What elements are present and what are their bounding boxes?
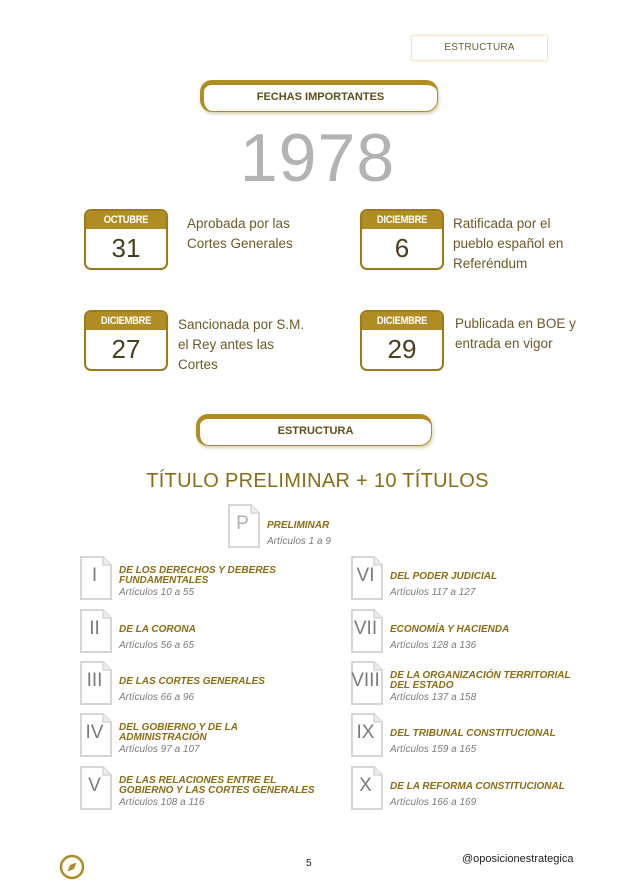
date-month: DICIEMBRE bbox=[368, 312, 436, 330]
date-description: Sancionada por S.M. el Rey antes las Cortes bbox=[178, 317, 305, 372]
document-icon bbox=[350, 609, 383, 653]
title-articles: Artículos 128 a 136 bbox=[390, 640, 477, 651]
document-icon bbox=[79, 766, 112, 810]
title-articles: Artículos 1 a 9 bbox=[267, 536, 331, 547]
title-numeral: V bbox=[88, 775, 101, 796]
date-card-diciembre-6 bbox=[360, 209, 444, 270]
title-articles: Artículos 66 a 96 bbox=[119, 692, 195, 703]
footer-handle: @oposicionestrategica bbox=[462, 853, 574, 865]
title-articles: Artículos 117 a 127 bbox=[390, 587, 476, 598]
year-heading: 1978 bbox=[239, 120, 396, 196]
date-card-diciembre-29 bbox=[360, 310, 444, 371]
title-numeral: VI bbox=[356, 565, 375, 586]
title-name: DEL TRIBUNAL CONSTITUCIONAL bbox=[390, 728, 556, 739]
date-description: Aprobada por las Cortes Generales bbox=[187, 216, 293, 251]
title-name: PRELIMINAR bbox=[267, 520, 330, 531]
title-numeral: III bbox=[86, 670, 103, 691]
date-day: 27 bbox=[111, 334, 141, 364]
title-name: DE LA ORGANIZACIÓN TERRITORIAL DEL ESTADO bbox=[390, 670, 571, 691]
date-day: 31 bbox=[111, 233, 141, 263]
date-card-diciembre-27 bbox=[84, 310, 168, 371]
title-numeral: X bbox=[359, 775, 372, 796]
title-articles: Artículos 108 a 116 bbox=[119, 797, 205, 808]
compass-icon bbox=[59, 854, 85, 880]
date-month: OCTUBRE bbox=[92, 211, 160, 229]
title-name: ECONOMÍA Y HACIENDA bbox=[390, 624, 510, 635]
title-name: DE LOS DERECHOS Y DEBERES FUNDAMENTALES bbox=[119, 565, 276, 586]
date-day: 6 bbox=[394, 233, 410, 263]
title-numeral: VIII bbox=[351, 670, 380, 691]
title-name: DEL GOBIERNO Y DE LA ADMINISTRACIÓN bbox=[119, 722, 238, 743]
title-name: DE LA CORONA bbox=[119, 624, 196, 635]
structure-tag: ESTRUCTURA bbox=[411, 35, 548, 61]
document-icon bbox=[350, 766, 383, 810]
document-icon bbox=[79, 556, 112, 600]
date-month: DICIEMBRE bbox=[368, 211, 436, 229]
dates-section-title: FECHAS IMPORTANTES bbox=[256, 91, 385, 103]
title-numeral: VII bbox=[353, 618, 378, 639]
date-month: DICIEMBRE bbox=[92, 312, 160, 330]
title-name: DE LAS CORTES GENERALES bbox=[119, 676, 265, 687]
title-numeral: I bbox=[91, 565, 98, 586]
date-description: Publicada en BOE y entrada en vigor bbox=[455, 316, 576, 351]
document-icon bbox=[79, 661, 112, 705]
document-icon bbox=[79, 713, 112, 757]
page-number: 5 bbox=[306, 858, 312, 869]
title-articles: Artículos 137 a 158 bbox=[390, 692, 477, 703]
document-icon bbox=[227, 504, 260, 548]
date-card-octubre-31 bbox=[84, 209, 168, 270]
title-numeral: IX bbox=[356, 722, 375, 743]
title-articles: Artículos 10 a 55 bbox=[119, 587, 195, 598]
title-articles: Artículos 97 a 107 bbox=[119, 744, 200, 755]
title-articles: Artículos 56 a 65 bbox=[119, 640, 195, 651]
title-numeral: II bbox=[89, 618, 100, 639]
title-name: DE LA REFORMA CONSTITUCIONAL bbox=[390, 781, 565, 792]
title-name: DEL PODER JUDICIAL bbox=[390, 571, 498, 582]
document-icon bbox=[350, 661, 383, 705]
title-name: DE LAS RELACIONES ENTRE EL GOBIERNO Y LAS CORTES GENERALES bbox=[119, 775, 315, 796]
title-numeral: IV bbox=[85, 722, 104, 743]
dates-section-header bbox=[200, 80, 438, 112]
document-icon bbox=[79, 609, 112, 653]
structure-heading: TÍTULO PRELIMINAR + 10 TÍTULOS bbox=[146, 470, 489, 492]
date-day: 29 bbox=[387, 334, 417, 364]
title-articles: Artículos 159 a 165 bbox=[390, 744, 477, 755]
date-description: Ratificada por el pueblo español en Referéndum bbox=[453, 216, 564, 271]
title-numeral: P bbox=[236, 513, 249, 534]
document-icon bbox=[350, 556, 383, 600]
structure-section-title: ESTRUCTURA bbox=[277, 425, 354, 437]
structure-section-header bbox=[196, 414, 432, 446]
document-icon bbox=[350, 713, 383, 757]
title-articles: Artículos 166 a 169 bbox=[390, 797, 477, 808]
